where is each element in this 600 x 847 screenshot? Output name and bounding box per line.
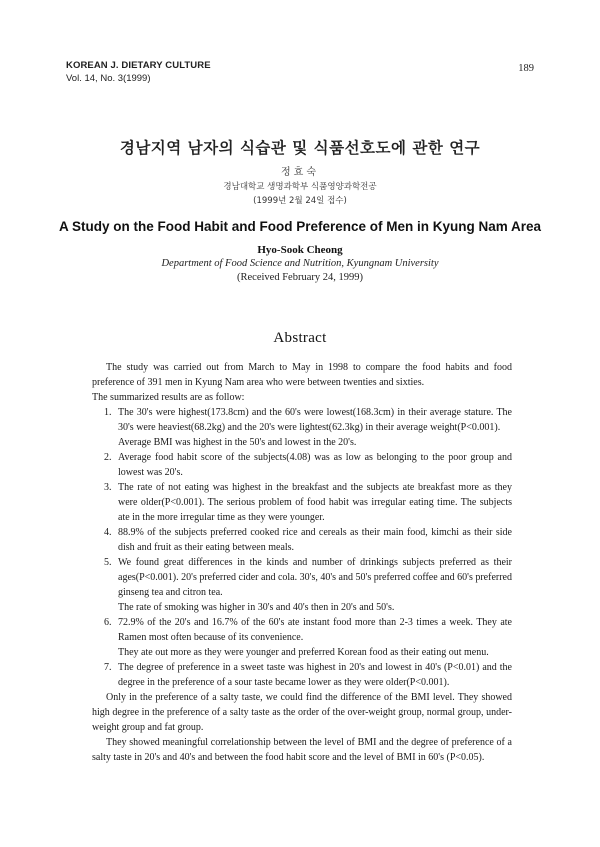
summary-lead: The summarized results are as follow: [92,392,245,403]
result-item [92,615,512,660]
korean-author: 정효숙 [281,167,319,178]
result-item-text: The 30's were highest(173.8cm) and the 60's were lowest(168.3cm) in their average stature. The 30's were heaviest(68.2kg) and the 20's were lightest(62.3kg) in their average weight(P<0.001). [118,407,512,433]
abstract-heading: Abstract [273,330,327,346]
result-item-text: 88.9% of the subjects preferred cooked rice and cereals as their main food, kimchi as their side dish and fruit as their eating between meals. [118,527,512,553]
abstract-body [92,360,512,765]
results-list [92,405,512,690]
journal-name: KOREAN J. DIETARY CULTURE [66,60,211,71]
closing-paragraph: They showed meaningful correlationship between the level of BMI and the degree of preference of a salty taste in 20's and 40's and between the food habit score and the level of BMI in 60's (P<0.05). [92,737,512,763]
result-item [92,450,512,480]
volume-info: Vol. 14, No. 3(1999) [66,72,151,84]
result-item-number: 4. [104,527,112,538]
result-item-number: 1. [104,407,112,418]
result-item [92,480,512,525]
korean-affiliation: 경남대학교 생명과학부 식품영양과학전공 [223,182,377,192]
korean-title: 경남지역 남자의 식습관 및 식품선호도에 관한 연구 [119,139,481,157]
result-item-text: The degree of preference in a sweet taste was highest in 20's and lowest in 40's (P<0.01) and the degree in the preference of a sour taste became lower as they were older(P<0.001). [118,662,512,688]
result-item [92,660,512,690]
journal-header [66,60,211,85]
result-item-text: They ate out more as they were younger and preferred Korean food as their eating out menu. [118,647,489,658]
english-received-date: (Received February 24, 1999) [237,272,363,283]
page-number: 189 [518,63,534,74]
result-item-number: 2. [104,452,112,463]
english-title: A Study on the Food Habit and Food Preference of Men in Kyung Nam Area [58,219,542,234]
result-item-text: The rate of smoking was higher in 30's and 40's then in 20's and 50's. [118,602,395,613]
result-item-text: Average BMI was highest in the 50's and lowest in the 20's. [118,437,357,448]
korean-received-date: (1999년 2월 24일 접수) [253,196,347,206]
result-item [92,405,512,450]
result-item-number: 3. [104,482,112,493]
result-item [92,555,512,615]
english-affiliation: Department of Food Science and Nutrition, Kyungnam University [161,258,439,269]
result-item-text: We found great differences in the kinds and number of drinkings subjects preferred as their ages(P<0.001). 20's preferred cider and cola. 30's, 40's and 50's preferred coffee and 60's preferred ginseng tea and citron tea. [118,557,512,598]
result-item-text: Average food habit score of the subjects(4.08) was as low as belonging to the poor group and lowest was 20's. [118,452,512,478]
abstract-intro: The study was carried out from March to May in 1998 to compare the food habits and food preference of 391 men in Kyung Nam area who were between twenties and sixties. [92,362,512,388]
result-item-number: 5. [104,557,112,568]
closing-paragraph: Only in the preference of a salty taste, we could find the difference of the BMI level. They showed high degree in the preference of a salty taste as the order of the over-weight group, normal group, under-weight group and fat group. [92,692,512,733]
result-item-number: 7. [104,662,112,673]
result-item-number: 6. [104,617,112,628]
result-item-text: The rate of not eating was highest in the breakfast and the subjects ate breakfast more as they were older(P<0.001). The serious problem of food habit was irregular eating time. The subjects ate in the more irregular time as they were younger. [118,482,512,523]
result-item [92,525,512,555]
english-author: Hyo-Sook Cheong [257,244,343,256]
result-item-text: 72.9% of the 20's and 16.7% of the 60's ate instant food more than 2-3 times a week. They ate Ramen most often because of its convenience. [118,617,512,643]
